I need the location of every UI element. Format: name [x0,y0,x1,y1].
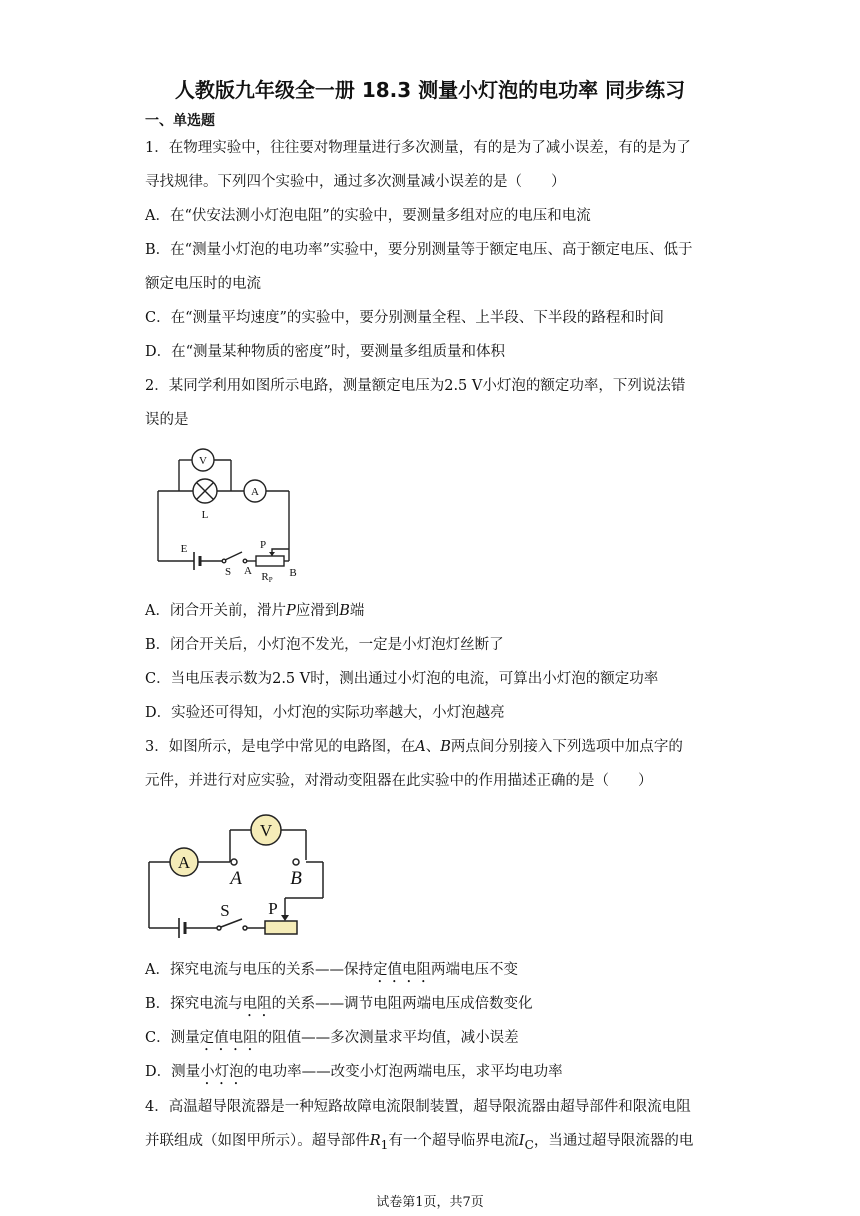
q2-stem-line1: 2．某同学利用如图所示电路，测量额定电压为2.5 V小灯泡的额定功率，下列说法错 [145,378,686,394]
q4-stem-line2: 并联组成（如图甲所示）。超导部件$R_1$有一个超导临界电流$I_C$，当通过超导限流器的电 [145,1133,694,1152]
q1-stem-line2: 寻找规律。下列四个实验中，通过多次测量减小误差的是（ ） [145,174,566,190]
q2-option-a: A．闭合开关前，滑片P应滑到B端 [145,603,365,619]
q2-option-b: B．闭合开关后，小灯泡不发光，一定是小灯泡灯丝断了 [145,637,504,653]
q1-stem-line1: 1．在物理实验中，往往要对物理量进行多次测量，有的是为了减小误差，有的是为了 [145,140,691,156]
q3-option-c: C．测量定值电阻的阻值——多次测量求平均值，减小误差 [145,1030,519,1046]
q3-ammeter-label: A [177,853,191,872]
q3-option-d: D．测量小灯泡的电功率——改变小灯泡两端电压，求平均电功率 [145,1064,563,1080]
q2-terminal-a-label: A [244,565,252,577]
q2-stem-line2: 误的是 [145,412,189,428]
q2-slider-label: P [259,539,267,551]
q2-voltmeter-label: V [199,455,207,467]
q2-battery-label: E [180,543,188,555]
q3-circuit-figure [145,810,335,948]
q3-point-b-label: B [290,868,302,889]
q3-switch-label: S [220,901,230,920]
q1-option-b-line1: B．在“测量小灯泡的电功率”实验中，要分别测量等于额定电压、高于额定电压、低于 [145,242,693,258]
section-heading: 一、单选题 [145,113,215,129]
q1-option-c: C．在“测量平均速度”的实验中，要分别测量全程、上半段、下半段的路程和时间 [145,310,664,326]
q3-stem-line2: 元件，并进行对应实验，对滑动变阻器在此实验中的作用描述正确的是（ ） [145,773,653,789]
q3-stem-line1: 3．如图所示，是电学中常见的电路图，在A、B两点间分别接入下列选项中加点字的 [145,739,683,755]
q2-option-d: D．实验还可得知，小灯泡的实际功率越大，小灯泡越亮 [145,705,505,721]
q3-voltmeter-label: V [259,821,273,840]
q2-lamp-label: L [201,509,209,521]
q2-option-c: C．当电压表示数为2.5 V时，测出通过小灯泡的电流，可算出小灯泡的额定功率 [145,671,659,687]
q3-slider-label: P [268,899,278,918]
q2-circuit-figure [150,446,310,586]
q3-option-a: A．探究电流与电压的关系——保持定值电阻两端电压不变 [145,962,518,978]
q3-option-b: B．探究电流与电阻的关系——调节电阻两端电压成倍数变化 [145,996,533,1012]
q3-point-a-label: A [230,868,242,889]
q2-rheostat-label: RP [261,571,273,584]
q1-option-a: A．在“伏安法测小灯泡电阻”的实验中，要测量多组对应的电压和电流 [145,208,591,224]
q1-option-d: D．在“测量某种物质的密度”时，要测量多组质量和体积 [145,344,505,360]
q4-stem-line1: 4．高温超导限流器是一种短路故障电流限制装置，超导限流器由超导部件和限流电阻 [145,1099,691,1115]
q2-switch-label: S [224,566,232,578]
page-title: 人教版九年级全一册 18.3 测量小灯泡的电功率 同步练习 [174,78,686,102]
q1-option-b-line2: 额定电压时的电流 [145,276,261,292]
page-footer: 试卷第1页，共7页 [376,1195,484,1210]
q2-ammeter-label: A [251,486,259,498]
q2-terminal-b-label: B [289,567,297,579]
